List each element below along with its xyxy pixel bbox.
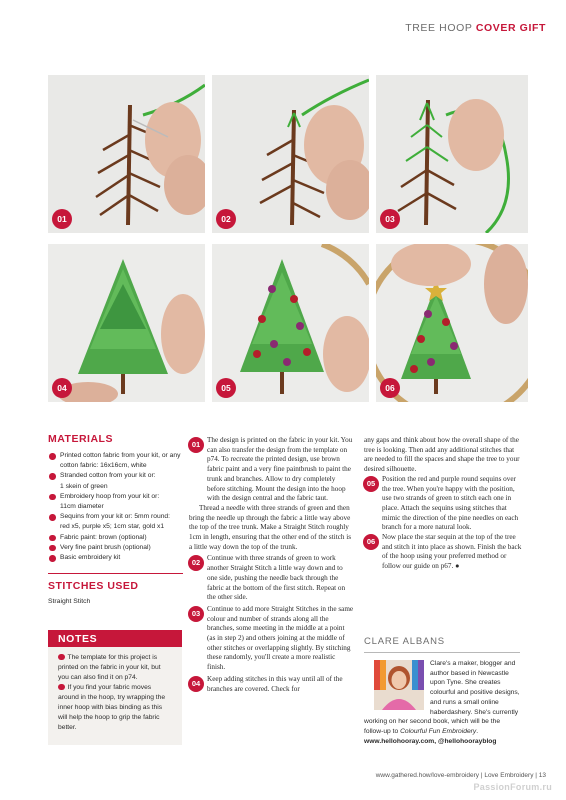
step-number-badge: 04 — [188, 676, 204, 692]
list-item: Printed cotton fabric from your kit, or any cotton fabric: 16x16cm, white — [48, 451, 183, 471]
step-photo-3 — [376, 75, 528, 233]
step-photo-4 — [48, 244, 205, 402]
step-number-badge: 02 — [188, 555, 204, 571]
step-photo-1 — [48, 75, 205, 233]
list-item: 11cm diameter — [60, 503, 104, 511]
photo-number: 04 — [52, 378, 72, 398]
step-3: 03 Continue to add more Straight Stitches in the same colour and number of strands along all the branches, some meeting in the middle at a point (as in step 2) and others joining at the middle of other stitches or overlapping slightly. By stitching these randomly, you'll create a more realistic finish. — [189, 605, 354, 673]
step-2: 02 Continue with three strands of green to work another Straight Stitch a little way down and to one side, pushing the needle back through the fabric at the bottom of the first stitch. Repeat on the other side. — [189, 554, 354, 603]
divider — [48, 573, 183, 574]
list-item: 1 skein of green — [60, 482, 108, 490]
list-item: Sequins from your kit or: 5mm round: — [48, 512, 183, 522]
step-number-badge: 03 — [188, 606, 204, 622]
list-item: Stranded cotton from your kit or: — [48, 471, 183, 481]
profile-title: CLARE ALBANS — [364, 636, 520, 653]
step-4: 04 Keep adding stitches in this way until all of the branches are covered. Check for — [189, 675, 354, 694]
step-photo-5 — [212, 244, 369, 402]
designer-avatar — [374, 660, 424, 710]
step-number-badge: 05 — [363, 476, 379, 492]
instructions-column-2 — [364, 436, 524, 572]
bullet-icon — [49, 453, 56, 460]
step-5: 05 Position the red and purple round sequins over the tree. When you're happy with the position, use two strands of green to stitch each one in place. Attach the sequins using stitches that mimic the direction of the pine needles on each branch for a more natural look. — [364, 475, 524, 533]
list-item: red x5, purple x5; 1cm star, gold x1 — [60, 523, 165, 531]
step-4-continued: any gaps and think about how the overall shape of the tree is looking. Then add any additional stitches that are needed to fill the spaces and shape the tree to your desired silhouette. — [364, 436, 520, 474]
section-header — [405, 22, 546, 34]
profile-bio: Clare's a maker, blogger and author based in Newcastle upon Tyne. She creates colourful and positive designs, and runs a small online haberdashery. She's currently working on her second book, which will be the follow-up to Colourful Fun Embroidery. www.hellohooray.com, @hellohoorayblog — [364, 660, 520, 745]
header-prefix: TREE HOOP — [405, 22, 473, 34]
bullet-icon — [49, 555, 56, 562]
bullet-icon — [49, 535, 56, 542]
list-item: Very fine paint brush (optional) — [48, 543, 183, 553]
photo-number: 06 — [380, 378, 400, 398]
bullet-icon — [58, 654, 65, 661]
step-number-badge: 06 — [363, 534, 379, 550]
stitches-title: STITCHES USED — [48, 580, 139, 593]
page-footer: www.gathered.how/love-embroidery | Love Embroidery | 13 — [375, 772, 546, 779]
instructions-column-1 — [189, 436, 354, 694]
bullet-icon — [58, 684, 65, 691]
photo-number: 02 — [216, 209, 236, 229]
designer-profile — [364, 636, 520, 746]
step-photo-6 — [376, 244, 528, 402]
profile-website-link[interactable]: www.hellohooray.com, @hellohoorayblog — [364, 737, 497, 745]
materials-title: MATERIALS — [48, 433, 113, 445]
header-highlight: COVER GIFT — [475, 22, 546, 34]
photo-number: 05 — [216, 378, 236, 398]
step-photo-2 — [212, 75, 369, 233]
step-number-badge: 01 — [188, 437, 204, 453]
end-mark-icon: ● — [455, 562, 460, 571]
photo-number: 01 — [52, 209, 72, 229]
materials-list — [48, 451, 183, 563]
notes-title: NOTES — [48, 630, 182, 647]
note-1: The template for this project is printed on the fabric in your kit, but you can also find it on p74. — [58, 654, 161, 681]
list-item: Basic embroidery kit — [48, 553, 183, 563]
list-item: Embroidery hoop from your kit or: — [48, 492, 183, 502]
bullet-icon — [49, 494, 56, 501]
step-1: 01 The design is printed on the fabric in your kit. You can also transfer the design from the template on p74. To recreate the printed design, use brown fabric paint and a very fine paintbrush to paint the trunk and branches. Allow to dry completely before stitching. Mount the design into the hoop with the design central and the fabric taut. — [189, 436, 354, 504]
materials-panel — [48, 433, 183, 605]
list-item: Fabric paint: brown (optional) — [48, 533, 183, 543]
step-1-continued: Thread a needle with three strands of green and then bring the needle up through the fabric a little way above the top of the tree trunk. Make a Straight Stitch roughly 1cm in length, ensuring that the other end of the stitch is a little way down the top of the trunk. — [189, 503, 352, 551]
bullet-icon — [49, 514, 56, 521]
note-2: If you find your fabric moves around in the hoop, try wrapping the inner hoop with bias binding as this will help the hoop to grip the fabric better. — [58, 684, 166, 731]
step-6: 06 Now place the star sequin at the top of the tree and stitch it into place as shown. Finish the back of the hoop using your preferred method or follow our guide on p67. ● — [364, 533, 524, 572]
book-title: Colourful Fun Embroidery — [400, 727, 477, 735]
stitches-text: Straight Stitch — [48, 598, 91, 606]
watermark: PassionForum.ru — [473, 782, 552, 792]
bullet-icon — [49, 545, 56, 552]
photo-number: 03 — [380, 209, 400, 229]
bullet-icon — [49, 473, 56, 480]
notes-box — [48, 630, 182, 745]
